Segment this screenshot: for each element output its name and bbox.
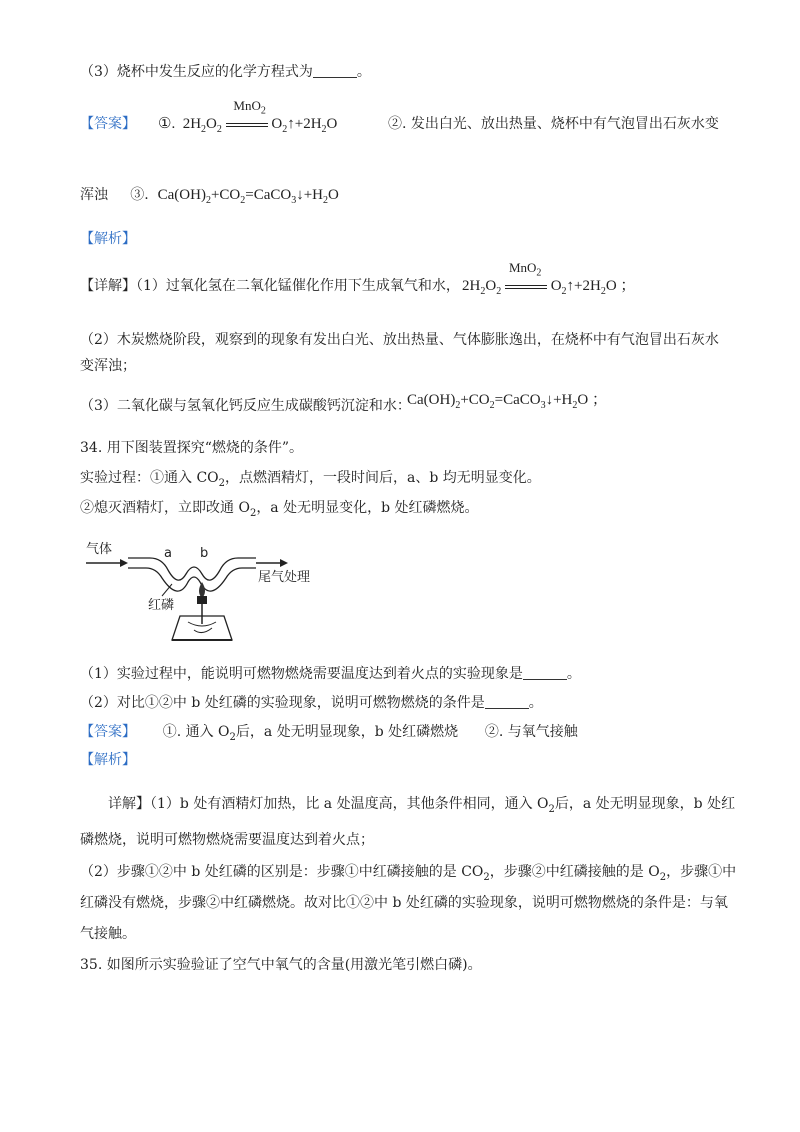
q34-detail2: （2）步骤①②中 b 处红磷的区别是：步骤①中红磷接触的是 $CO_2$，步骤②中红磷接触的是 $O_2$，步骤①中: [80, 864, 737, 883]
equation-1: $2H_2O_2$ MnO$_2$ $O_2↑+2H_2O$: [182, 98, 338, 135]
q33-detail2b: 变浑浊；: [80, 358, 136, 374]
q35-title: 35. 如图所示实验验证了空气中氧气的含量(用激光笔引燃白磷)。: [80, 957, 482, 973]
q34-analysis-tag: 【解析】: [80, 752, 136, 768]
q34-answer: 【答案】 ①. 通入 $O_2$后，a 处无明显现象，b 处红磷燃烧 ②. 与氧气接触: [80, 724, 578, 743]
q34-q1: （1）实验过程中，能说明可燃物燃烧需要温度达到着火点的实验现象是 。: [80, 666, 581, 682]
q33-ans2: ②. 发出白光、放出热量、烧杯中有气泡冒出石灰水变: [388, 116, 719, 132]
label-gas: 气体: [86, 542, 113, 557]
q34-detail1-cont: 磷燃烧，说明可燃物燃烧需要温度达到着火点；: [80, 832, 374, 848]
analysis-tag: 【解析】: [80, 231, 136, 247]
answer-blank: [313, 63, 357, 78]
q34-detail2-end: 气接触。: [80, 926, 136, 942]
apparatus-figure: [84, 538, 324, 648]
q33-ans2-cont: 浑浊 ③. $Ca(OH)_2+CO_2=CaCO_3↓+H_2O$: [80, 187, 339, 206]
answer-blank: [523, 665, 567, 680]
label-tail-gas: 尾气处理: [258, 570, 311, 585]
q34-proc1: 实验过程：①通入 $CO_2$，点燃酒精灯，一段时间后，a、b 均无明显变化。: [80, 470, 541, 489]
label-b: b: [200, 546, 209, 561]
q33-ans1: ①. $2H_2O_2$ MnO$_2$ $O_2↑+2H_2O$: [158, 98, 338, 135]
q33-detail2a: （2）木炭燃烧阶段，观察到的现象有发出白光、放出热量、气体膨胀逸出，在烧杯中有气泡冒出石灰水: [80, 332, 719, 348]
answer-tag: 【答案】: [80, 116, 136, 132]
q34-proc2: ②熄灭酒精灯，立即改通 $O_2$，a 处无明显变化，b 处红磷燃烧。: [80, 500, 479, 519]
q34-q2: （2）对比①②中 b 处红磷的实验现象，说明可燃物燃烧的条件是 。: [80, 695, 543, 711]
equation-4: $Ca(OH)_2+CO_2=CaCO_3↓+H_2O$ ；: [407, 392, 607, 411]
q34-detail1: 详解】（1）b 处有酒精灯加热，比 a 处温度高，其他条件相同，通入 $O_2$后，a 处无明显现象，b 处红: [108, 796, 736, 815]
q33-answer-line: [80, 114, 136, 134]
equation-3: $2H_2O_2$ MnO$_2$ $O_2↑+2H_2O$ ；: [462, 260, 636, 297]
q34-title: 34. 用下图装置探究“燃烧的条件”。: [80, 440, 304, 456]
q34-detail2-cont: 红磷没有燃烧，步骤②中红磷燃烧。故对比①②中 b 处红磷的实验现象，说明可燃物燃烧的条件是：与氧: [80, 895, 728, 911]
label-red-phosphorus: 红磷: [148, 598, 175, 613]
q33-detail1: 【详解】（1）过氧化氢在二氧化锰催化作用下生成氧气和水，: [80, 278, 460, 294]
label-a: a: [164, 546, 172, 561]
equation-2: $Ca(OH)_2+CO_2=CaCO_3↓+H_2O$: [157, 187, 339, 206]
q33-part3: （3）烧杯中发生反应的化学方程式为 。: [80, 64, 371, 80]
q33-detail3: （3）二氧化碳与氢氧化钙反应生成碳酸钙沉淀和水：: [80, 398, 411, 414]
answer-blank: [485, 694, 529, 709]
